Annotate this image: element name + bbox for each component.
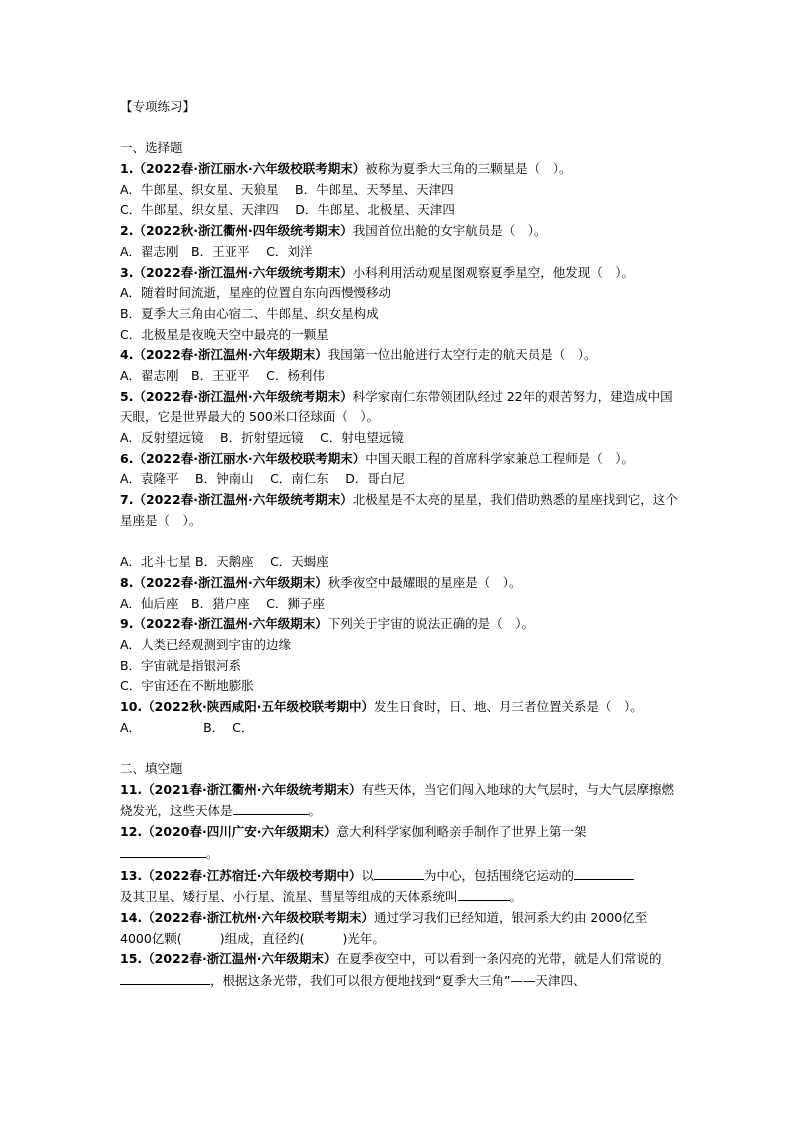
answer-blank[interactable] — [374, 865, 424, 880]
question-number: 12 — [120, 824, 138, 840]
question-15: 15.（2022春·浙江温州·六年级期末）在夏季夜空中，可以看到一条闪亮的光带，就是人们常说的，根据这条光带，我们可以很方便地找到“夏季大三角”——天津四、 — [120, 951, 662, 989]
question-number: 9 — [120, 616, 129, 632]
q8-options: A．仙后座 B．猎户座 C．狮子座 — [120, 595, 325, 611]
q4-options: A．翟志刚 B．王亚平 C．杨利伟 — [120, 367, 325, 383]
question-number: 7 — [120, 492, 129, 508]
question-number: 8 — [120, 574, 129, 590]
question-5: 5.（2022春·浙江温州·六年级统考期末）科学家南仁东带领团队经过 22年的艰苦努力，建造成中国天眼，它是世界最大的 500米口径球面（ ）。 — [120, 388, 673, 425]
question-4: 4.（2022春·浙江温州·六年级期末）我国第一位出舱进行太空行走的航天员是（ ）。 — [120, 347, 597, 363]
question-source: （2021春·浙江衢州·六年级统考期末） — [142, 781, 362, 797]
question-source: （2022春·江苏宿迁·六年级校考期中） — [142, 867, 362, 883]
section-fill-title: 二、填空题 — [120, 761, 183, 777]
question-number: 1 — [120, 161, 129, 177]
question-source: （2022秋·陕西咸阳·五年级校联考期中） — [142, 699, 374, 714]
question-13: 13.（2022春·江苏宿迁·六年级校考期中）以 为中心，包括围绕它运动的 及其卫星、矮行星、小行星、流星、彗星等组成的天体系统叫 。 — [120, 865, 680, 908]
q2-options: A．翟志刚 B．王亚平 C．刘洋 — [120, 243, 313, 259]
question-source: （2022春·浙江温州·六年级期末） — [133, 574, 328, 590]
q10-option-c: C． — [232, 719, 254, 735]
section-choice-title: 一、选择题 — [120, 140, 183, 156]
question-3: 3.（2022春·浙江温州·六年级统考期末）小科利用活动观星图观察夏季星空，他发现（ ）。 — [120, 264, 635, 280]
q3-option-c: C．北极星是夜晚天空中最亮的一颗星 — [120, 326, 329, 342]
q7-options: A．北斗七星 B．天鹅座 C．天蝎座 — [120, 554, 329, 570]
question-stem: 意大利科学家伽利略亲手制作了世界上第一架 — [336, 824, 587, 840]
question-source: （2020春·四川广安·六年级期末） — [142, 824, 337, 840]
question-stem: 北极星是不太亮的星星，我们借助熟悉的星座找到它，这个星座是（ ）。 — [120, 492, 678, 528]
spacer — [120, 118, 680, 139]
document-page — [120, 97, 680, 992]
question-number: 3 — [120, 264, 129, 280]
question-source: （2022春·浙江丽水·六年级校联考期末） — [133, 161, 366, 177]
question-1: 1.（2022春·浙江丽水·六年级校联考期末）被称为夏季大三角的三颗星是（ ）。 — [120, 161, 572, 177]
question-source: （2022春·浙江温州·六年级统考期末） — [133, 264, 353, 280]
question-source: （2022春·浙江温州·六年级统考期末） — [133, 388, 353, 404]
q10-options — [120, 718, 680, 739]
question-source: （2022春·浙江温州·六年级期末） — [142, 951, 337, 967]
q9-option-c: C．宇宙还在不断地膨胀 — [120, 678, 254, 694]
q6-options: A．袁隆平 B．钟南山 C．南仁东 D．哥白尼 — [120, 471, 405, 487]
question-6: 6.（2022春·浙江丽水·六年级校联考期末）中国天眼工程的首席科学家兼总工程师是（ ）。 — [120, 450, 635, 466]
question-stem: 被称为夏季大三角的三颗星是（ ）。 — [365, 161, 572, 177]
question-source: （2022春·浙江杭州·六年级校联考期末） — [142, 909, 374, 925]
answer-blank[interactable] — [458, 886, 510, 901]
question-2: 2.（2022秋·浙江衢州·四年级统考期末）我国首位出舱的女宇航员是（ ）。 — [120, 223, 547, 239]
answer-blank[interactable] — [120, 843, 206, 858]
q1-options-line-1: A．牛郎星、织女星、天狼星 B．牛郎星、天琴星、天津四 — [120, 181, 454, 197]
question-number: 13 — [120, 867, 138, 883]
q3-option-b: B．夏季大三角由心宿二、牛郎星、织女星构成 — [120, 305, 379, 321]
question-source: （2022春·浙江丽水·六年级校联考期末） — [133, 450, 366, 466]
question-8: 8.（2022春·浙江温州·六年级期末）秋季夜空中最耀眼的星座是（ ）。 — [120, 574, 522, 590]
question-number: 10 — [120, 699, 138, 714]
answer-blank[interactable] — [574, 865, 634, 880]
question-source: （2022春·浙江温州·六年级期末） — [133, 347, 328, 363]
q10-option-b: B． — [203, 719, 225, 735]
question-7: 7.（2022春·浙江温州·六年级统考期末）北极星是不太亮的星星，我们借助熟悉的星座找到它，这个星座是（ ）。 — [120, 492, 678, 528]
question-12: 12.（2020春·四川广安·六年级期末）意大利科学家伽利略亲手制作了世界上第一架 。 — [120, 824, 587, 861]
answer-blank[interactable] — [120, 970, 210, 985]
question-stem: 我国第一位出舱进行太空行走的航天员是（ ）。 — [327, 347, 597, 363]
question-10: 10.（2022秋·陕西咸阳·五年级校联考期中）发生日食时，日、地、月三者位置关系是（ ）。 — [120, 699, 643, 714]
question-11: 11.（2021春·浙江衢州·六年级统考期末）有些天体，当它们闯入地球的大气层时，与大气层摩擦燃烧发光，这些天体是 。 — [120, 781, 674, 819]
q10-option-a: A． — [120, 719, 142, 735]
q5-options: A．反射望远镜 B．折射望远镜 C．射电望远镜 — [120, 430, 404, 446]
question-number: 5 — [120, 388, 129, 404]
question-source: （2022春·浙江温州·六年级统考期末） — [133, 492, 353, 508]
question-stem: 中国天眼工程的首席科学家兼总工程师是（ ）。 — [365, 450, 635, 466]
question-number: 6 — [120, 450, 129, 466]
question-stem: 下列关于宇宙的说法正确的是（ ）。 — [327, 616, 535, 632]
question-source: （2022秋·浙江衢州·四年级统考期末） — [133, 223, 353, 239]
question-stem: 发生日食时，日、地、月三者位置关系是（ ）。 — [373, 699, 643, 714]
q9-option-b: B．宇宙就是指银河系 — [120, 657, 242, 673]
question-stem: 有些天体，当它们闯入地球的大气层时，与大气层摩擦燃烧发光，这些天体是 — [120, 781, 674, 819]
question-9: 9.（2022春·浙江温州·六年级期末）下列关于宇宙的说法正确的是（ ）。 — [120, 616, 535, 632]
question-number: 4 — [120, 347, 129, 363]
question-source: （2022春·浙江温州·六年级期末） — [133, 616, 328, 632]
question-14: 14.（2022春·浙江杭州·六年级校联考期末）通过学习我们已经知道，银河系大约由 2000亿至 4000亿颗( )组成，直径约( )光年。 — [120, 909, 648, 946]
answer-blank[interactable] — [233, 800, 309, 815]
question-stem: 科学家南仁东带领团队经过 22年的艰苦努力，建造成中国天眼，它是世界最大的 500米口径球面（ ）。 — [120, 388, 673, 425]
question-stem: 小科利用活动观星图观察夏季星空，他发现（ ）。 — [352, 264, 635, 280]
question-number: 14 — [120, 909, 138, 925]
question-number: 15 — [120, 951, 138, 967]
question-stem: 我国首位出舱的女宇航员是（ ）。 — [352, 223, 547, 239]
question-stem: 秋季夜空中最耀眼的星座是（ ）。 — [327, 574, 522, 590]
spacer — [120, 738, 680, 759]
q9-option-a: A．人类已经观测到宇宙的边缘 — [120, 636, 292, 652]
question-number: 11 — [120, 781, 138, 797]
q3-option-a: A．随着时间流逝，星座的位置自东向西慢慢移动 — [120, 285, 392, 301]
header-title: 【专项练习】 — [120, 99, 196, 114]
spacer — [120, 532, 680, 553]
q1-options-line-2: C．牛郎星、织女星、天津四 D．牛郎星、北极星、天津四 — [120, 202, 455, 218]
question-number: 2 — [120, 223, 129, 239]
